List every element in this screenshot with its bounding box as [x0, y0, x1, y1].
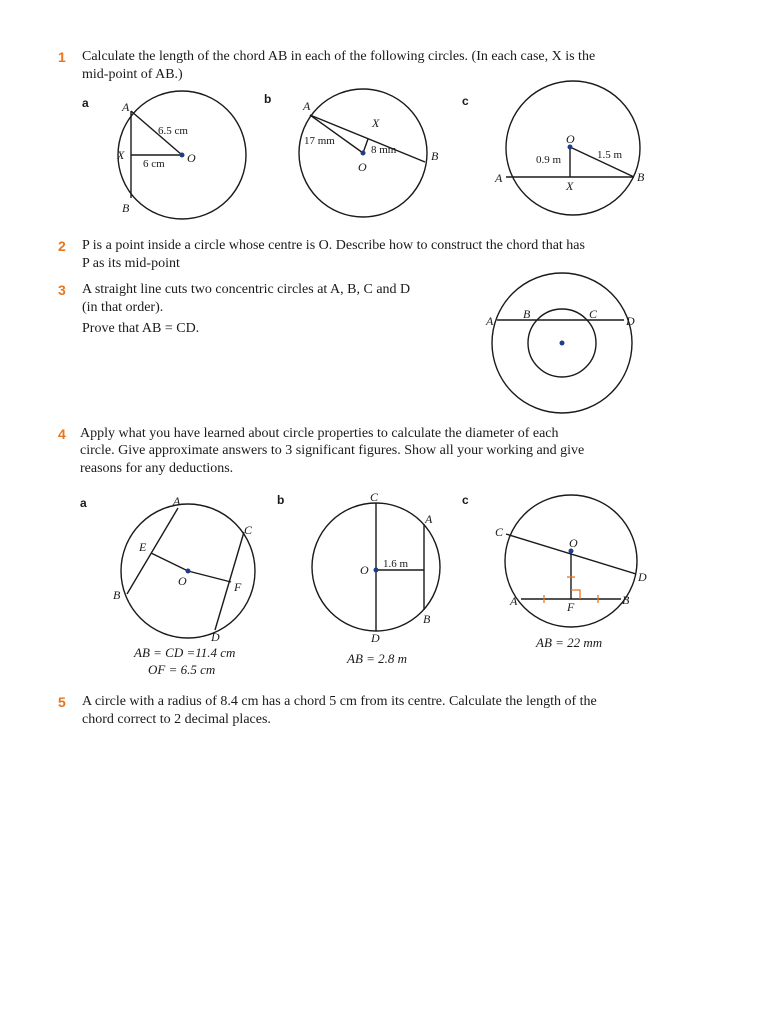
q1a-label-o: O: [187, 151, 196, 165]
q4a-segment-of: [188, 571, 231, 582]
q1a-length-oa: 6.5 cm: [158, 125, 188, 137]
q1b-centre-point: [361, 151, 366, 156]
q4a-label-e: E: [139, 540, 147, 554]
question-3-number: 3: [58, 282, 66, 298]
q4c-label-d: D: [638, 570, 647, 584]
question-5-line-2: chord correct to 2 decimal places.: [82, 712, 271, 727]
q4b-label-o: O: [360, 563, 369, 577]
question-4-line-2: circle. Give approximate answers to 3 significant figures. Show all your working and give: [80, 443, 585, 458]
q4c-label-f: F: [567, 600, 575, 614]
q1b-length-ox: 8 mm: [371, 144, 397, 156]
q3-label-d: D: [626, 314, 635, 328]
q4c-label-o: O: [569, 536, 578, 550]
question-3-line-2: (in that order).: [82, 300, 164, 315]
q4b-label-c: C: [370, 490, 379, 504]
q1b-label-a: A: [303, 99, 311, 113]
q1b-length-oa: 17 mm: [304, 135, 335, 147]
q4a-caption-1: AB = CD =11.4 cm: [134, 645, 236, 660]
q4c-right-angle-mark: [571, 590, 580, 599]
question-1-number: 1: [58, 49, 66, 65]
q4b-label-d: D: [371, 631, 380, 645]
question-5-number: 5: [58, 694, 66, 710]
q1a-label-a: A: [122, 100, 130, 114]
q4a-centre-point: [186, 569, 191, 574]
q4c-label-c: C: [495, 525, 504, 539]
q3-centre-point: [560, 341, 565, 346]
q4a-chord-ab: [127, 508, 178, 594]
q3-label-a: A: [486, 314, 494, 328]
q4a-label-d: D: [211, 630, 220, 644]
question-1-line-2: mid-point of AB.): [82, 67, 183, 82]
question-4-part-b-label: b: [277, 493, 285, 507]
question-4-line-3: reasons for any deductions.: [80, 461, 234, 476]
q4a-segment-eo: [151, 553, 188, 571]
q4a-label-f: F: [234, 580, 242, 594]
q4c-caption: AB = 22 mm: [536, 635, 603, 650]
q4b-centre-point: [374, 568, 379, 573]
q1b-label-b: B: [431, 149, 439, 163]
question-2-number: 2: [58, 238, 66, 254]
q4a-label-a: A: [173, 494, 181, 508]
q1b-label-x: X: [372, 116, 380, 130]
q4a-caption-2: OF = 6.5 cm: [148, 662, 216, 677]
q1a-label-b: B: [122, 201, 130, 215]
question-5-line-1: A circle with a radius of 8.4 cm has a chord 5 cm from its centre. Calculate the length of the: [82, 694, 597, 709]
q1b-label-o: O: [358, 160, 367, 174]
question-1-part-c-label: c: [462, 94, 469, 108]
question-4-part-c-label: c: [462, 493, 469, 507]
q1a-centre-point: [180, 153, 185, 158]
q3-label-b: B: [523, 307, 531, 321]
q1c-label-x: X: [566, 179, 574, 193]
q1a-length-xo: 6 cm: [143, 158, 165, 170]
q4b-caption: AB = 2.8 m: [347, 651, 408, 666]
q1c-length-ox: 0.9 m: [536, 154, 562, 166]
q4a-label-b: B: [113, 588, 121, 602]
q4c-label-a: A: [510, 594, 518, 608]
q4b-label-a: A: [425, 512, 433, 526]
question-3-line-1: A straight line cuts two concentric circles at A, B, C and D: [82, 282, 411, 297]
question-4-number: 4: [58, 426, 66, 442]
q3-label-c: C: [589, 307, 598, 321]
q4b-length: 1.6 m: [383, 558, 409, 570]
q1c-label-o: O: [566, 132, 575, 146]
question-4-part-a-label: a: [80, 496, 87, 510]
question-1-part-b-label: b: [264, 92, 272, 106]
q4b-label-b: B: [423, 612, 431, 626]
question-1-part-a-label: a: [82, 96, 89, 110]
q1c-label-b: B: [637, 170, 645, 184]
question-4-line-1: Apply what you have learned about circle properties to calculate the diameter of each: [80, 426, 559, 441]
q1c-label-a: A: [495, 171, 503, 185]
question-2-line-2: P as its mid-point: [82, 256, 180, 271]
q4c-label-b: B: [622, 593, 630, 607]
q4a-label-c: C: [244, 523, 253, 537]
q1a-label-x: X: [117, 148, 125, 162]
question-1-line-1: Calculate the length of the chord AB in each of the following circles. (In each case, X is the: [82, 49, 596, 64]
q4a-label-o: O: [178, 574, 187, 588]
question-2-line-1: P is a point inside a circle whose centre is O. Describe how to construct the chord that has: [82, 238, 585, 253]
question-3-line-3: Prove that AB = CD.: [82, 321, 200, 336]
q1c-length-ob: 1.5 m: [597, 149, 623, 161]
